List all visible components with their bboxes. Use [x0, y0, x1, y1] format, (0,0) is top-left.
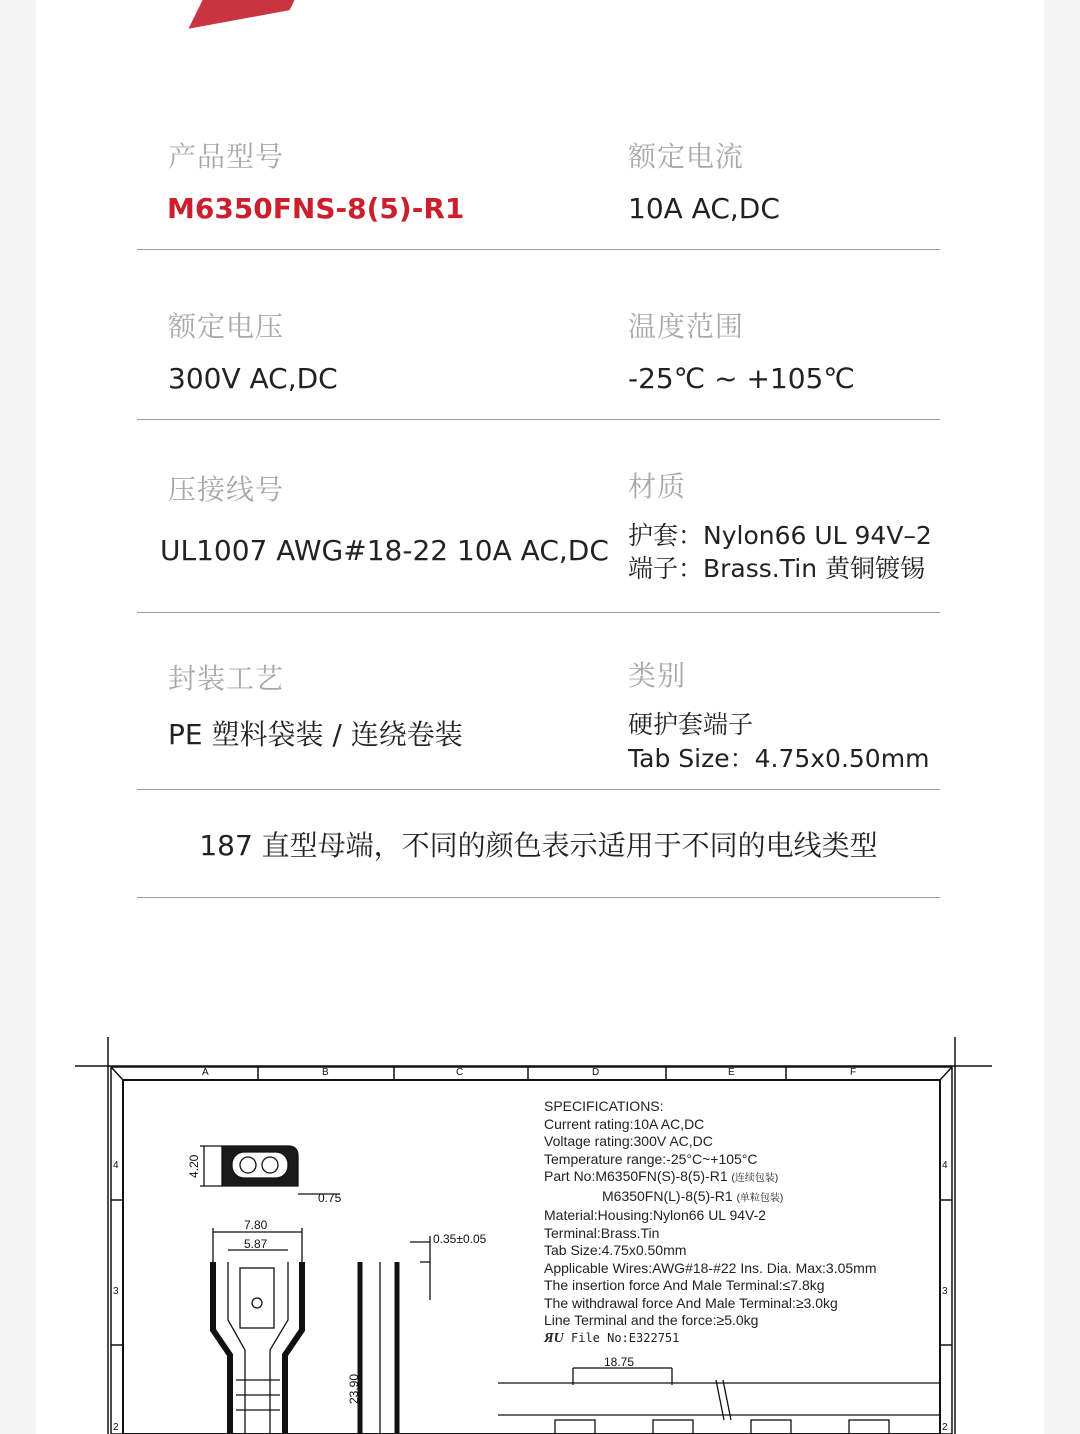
dim-0-75: 0.75 — [318, 1191, 342, 1205]
row-marker-4: 4 — [113, 1160, 119, 1171]
drawing-specifications — [544, 1098, 877, 1347]
material-housing: 护套：Nylon66 UL 94V–2 — [628, 521, 932, 550]
spec-row-wire — [137, 420, 940, 613]
row-marker-3: 3 — [113, 1286, 119, 1297]
wire-label: 压接线号 — [168, 473, 285, 506]
housing-profile-view — [200, 1146, 340, 1194]
temp-value: -25℃ ~ +105℃ — [628, 362, 855, 395]
material-label: 材质 — [628, 470, 687, 503]
pack-value: PE 塑料袋装 / 连绕卷装 — [168, 718, 463, 751]
row-marker-4-right: 4 — [942, 1160, 948, 1171]
tab-size: Tab Size：4.75x0.50mm — [628, 744, 930, 773]
material-terminal: 端子：Brass.Tin 黄铜镀锡 — [628, 554, 925, 583]
description-row — [137, 790, 940, 898]
spec-current: Current rating:10A AC,DC — [544, 1115, 705, 1132]
product-description: 187 直型母端，不同的颜色表示适用于不同的电线类型 — [199, 829, 878, 862]
dim-4-20: 4.20 — [187, 1154, 201, 1178]
dim-0-35: 0.35±0.05 — [433, 1232, 487, 1246]
spec-row-pack — [137, 613, 940, 790]
temp-label: 温度范围 — [628, 310, 745, 343]
product-image-corner — [189, 0, 314, 29]
spec-row-voltage — [137, 250, 940, 420]
spec-withdrawal-force: The withdrawal force And Male Terminal:≥3.0kg — [544, 1294, 838, 1311]
spec-part-no-1 — [544, 1168, 877, 1188]
spec-row-model — [137, 108, 940, 250]
row-marker-2: 2 — [113, 1422, 119, 1433]
model-value: M6350FNS-8(5)-R1 — [167, 192, 465, 225]
wire-value: UL1007 AWG#18-22 10A AC,DC — [160, 534, 609, 567]
part-no-2: M6350FN(L)-8(5)-R1 — [602, 1187, 733, 1204]
housing-side-view — [360, 1236, 430, 1434]
spec-insertion-force: The insertion force And Male Terminal:≤7.8kg — [544, 1277, 825, 1293]
model-label: 产品型号 — [168, 140, 285, 173]
spec-part-no-2 — [544, 1188, 877, 1208]
ul-logo-icon: ЯU — [544, 1330, 564, 1346]
voltage-value: 300V AC,DC — [168, 362, 338, 395]
spec-table — [137, 108, 940, 898]
current-label: 额定电流 — [628, 140, 745, 173]
voltage-label: 额定电压 — [168, 310, 285, 343]
col-marker-d: D — [592, 1067, 600, 1078]
housing-top-view — [213, 1228, 302, 1434]
ul-file-text: File No:E322751 — [571, 1330, 680, 1345]
part-no-2-note: (单粒包装) — [736, 1192, 784, 1204]
row-marker-2-right: 2 — [942, 1422, 948, 1433]
col-marker-f: F — [850, 1067, 857, 1078]
pack-label: 封装工艺 — [168, 662, 285, 695]
reel-strip-view — [498, 1368, 940, 1434]
spec-tab-size: Tab Size:4.75x0.50mm — [544, 1242, 687, 1258]
technical-drawing — [0, 1037, 1080, 1434]
ul-file-no — [544, 1330, 877, 1348]
type-label: 类别 — [628, 659, 687, 692]
part-no-1-note: (连续包装) — [731, 1173, 779, 1184]
spec-terminal: Terminal:Brass.Tin — [544, 1224, 660, 1241]
dim-7-80: 7.80 — [244, 1218, 268, 1232]
part-no-1: Part No:M6350FN(S)-8(5)-R1 — [544, 1168, 728, 1184]
col-marker-b: B — [322, 1067, 329, 1078]
current-value: 10A AC,DC — [628, 192, 780, 225]
row-marker-3-right: 3 — [942, 1286, 948, 1297]
spec-voltage: Voltage rating:300V AC,DC — [544, 1133, 713, 1149]
spec-temperature: Temperature range:-25°C~+105°C — [544, 1150, 758, 1167]
spec-wires: Applicable Wires:AWG#18-#22 Ins. Dia. Max:3.05mm — [544, 1259, 877, 1276]
col-marker-c: C — [456, 1067, 464, 1078]
spec-line-force: Line Terminal and the force:≥5.0kg — [544, 1312, 759, 1328]
dim-18-75: 18.75 — [604, 1355, 635, 1369]
type-value: 硬护套端子 — [628, 710, 754, 739]
spec-title: SPECIFICATIONS: — [544, 1098, 664, 1114]
dim-23-90: 23.90 — [347, 1373, 361, 1404]
col-marker-e: E — [728, 1067, 735, 1078]
spec-material: Material:Housing:Nylon66 UL 94V-2 — [544, 1207, 767, 1223]
col-marker-a: A — [202, 1067, 209, 1078]
dim-5-87: 5.87 — [244, 1237, 268, 1251]
